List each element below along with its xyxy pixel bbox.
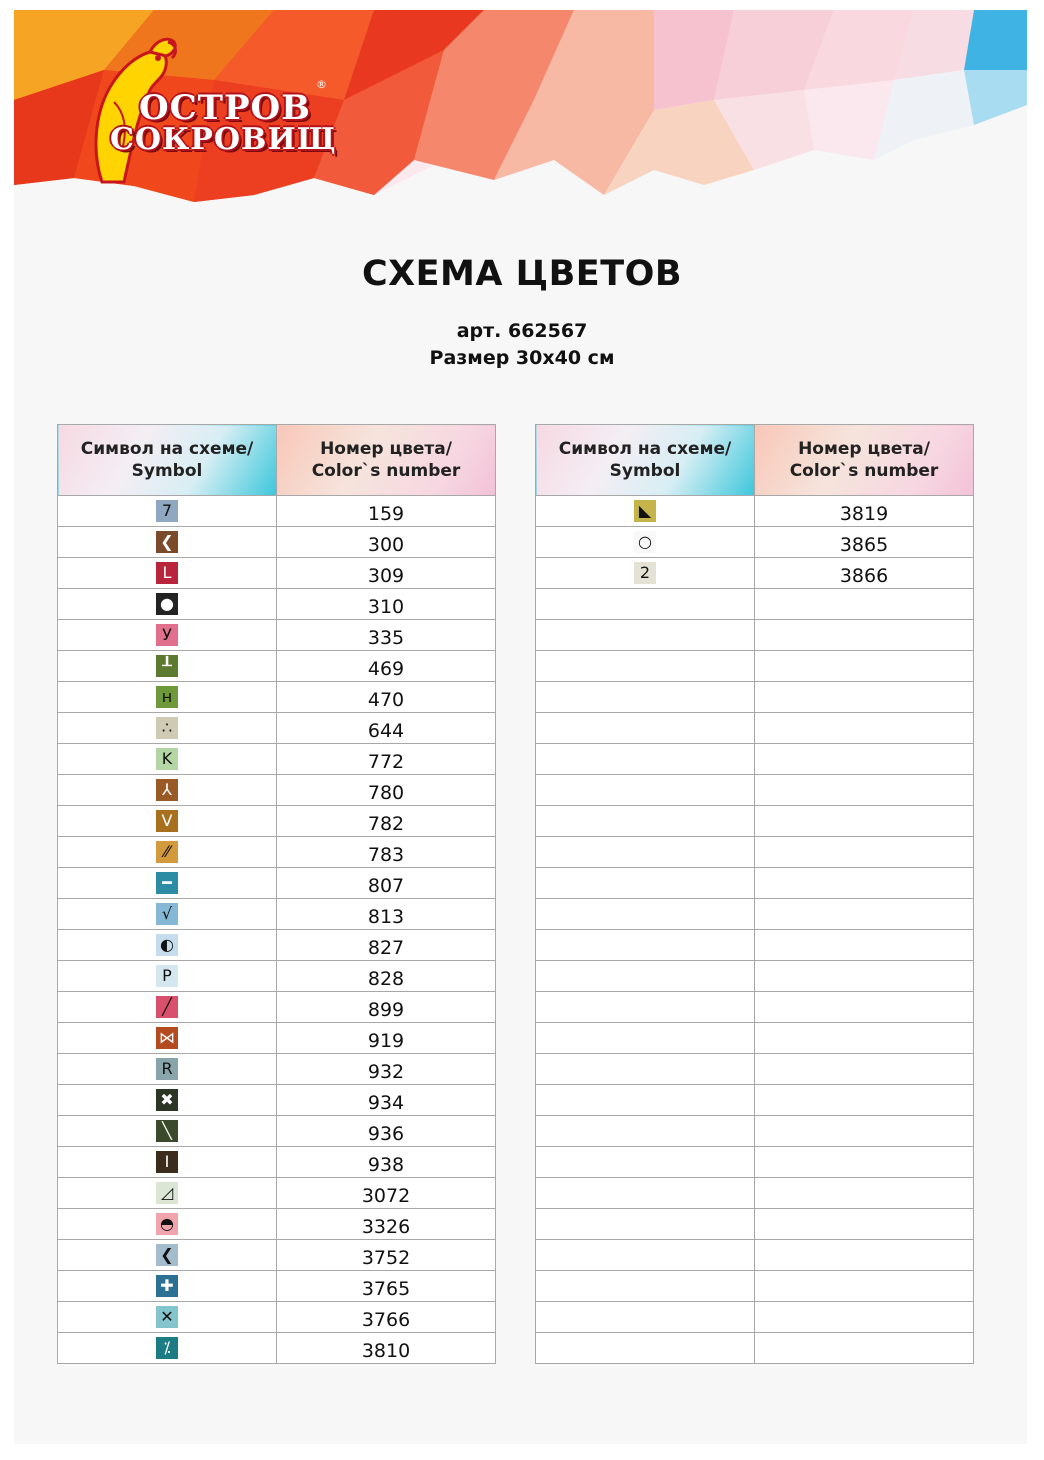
color-number-cell bbox=[277, 589, 496, 620]
color-number: 309 bbox=[367, 565, 405, 587]
color-number: 932 bbox=[367, 1061, 405, 1083]
color-number-column-header bbox=[755, 425, 974, 496]
empty-cell bbox=[755, 775, 974, 806]
empty-cell bbox=[755, 1085, 974, 1116]
table-row bbox=[58, 899, 496, 930]
color-number: 919 bbox=[367, 1030, 405, 1052]
symbol-cell bbox=[58, 930, 277, 961]
table-row bbox=[58, 1271, 496, 1302]
color-number: 899 bbox=[367, 999, 405, 1021]
registered-mark: ® bbox=[316, 78, 327, 91]
empty-cell bbox=[755, 899, 974, 930]
color-table-right bbox=[535, 424, 974, 1364]
empty-row bbox=[536, 1333, 974, 1364]
color-number: 934 bbox=[367, 1092, 405, 1114]
color-number: 310 bbox=[367, 596, 405, 618]
empty-row bbox=[536, 992, 974, 1023]
empty-cell bbox=[536, 1333, 755, 1364]
empty-cell bbox=[536, 992, 755, 1023]
empty-cell bbox=[755, 713, 974, 744]
color-number-cell bbox=[277, 1054, 496, 1085]
symbol-column-header bbox=[536, 425, 755, 496]
color-number: 644 bbox=[367, 720, 405, 742]
color-table-left bbox=[57, 424, 496, 1364]
symbol-cell bbox=[536, 496, 755, 527]
color-symbol-icon: √ bbox=[156, 903, 178, 925]
empty-cell bbox=[536, 651, 755, 682]
empty-row bbox=[536, 1147, 974, 1178]
color-number: 780 bbox=[367, 782, 405, 804]
empty-cell bbox=[536, 1054, 755, 1085]
color-symbol-icon: ◓ bbox=[156, 1213, 178, 1235]
empty-cell bbox=[536, 1178, 755, 1209]
color-symbol-icon: ❮ bbox=[156, 1244, 178, 1266]
color-number: 828 bbox=[367, 968, 405, 990]
symbol-cell bbox=[58, 1054, 277, 1085]
number-header-line1: Номер цвета/ bbox=[320, 439, 452, 459]
symbol-cell bbox=[58, 961, 277, 992]
symbol-cell bbox=[58, 775, 277, 806]
color-number-cell bbox=[277, 527, 496, 558]
color-number-cell bbox=[277, 837, 496, 868]
empty-row bbox=[536, 1023, 974, 1054]
color-number: 3326 bbox=[361, 1216, 411, 1238]
empty-cell bbox=[755, 1054, 974, 1085]
empty-row bbox=[536, 961, 974, 992]
color-number-cell bbox=[277, 930, 496, 961]
empty-cell bbox=[755, 961, 974, 992]
color-symbol-icon: V bbox=[156, 810, 178, 832]
color-number: 807 bbox=[367, 875, 405, 897]
symbol-cell bbox=[58, 1271, 277, 1302]
empty-row bbox=[536, 1302, 974, 1333]
symbol-cell bbox=[58, 1085, 277, 1116]
empty-cell bbox=[755, 1023, 974, 1054]
empty-cell bbox=[536, 806, 755, 837]
empty-row bbox=[536, 620, 974, 651]
number-header-line2: Color`s number bbox=[311, 461, 461, 481]
color-symbol-icon: ◿ bbox=[156, 1182, 178, 1204]
color-symbol-icon: н bbox=[156, 686, 178, 708]
number-header-line1: Номер цвета/ bbox=[798, 439, 930, 459]
empty-row bbox=[536, 868, 974, 899]
color-table-right-body bbox=[536, 496, 974, 1364]
symbol-cell bbox=[58, 1178, 277, 1209]
empty-row bbox=[536, 713, 974, 744]
color-number-cell bbox=[277, 1147, 496, 1178]
table-row bbox=[58, 1240, 496, 1271]
color-symbol-icon: ╲ bbox=[156, 1120, 178, 1142]
empty-row bbox=[536, 1271, 974, 1302]
empty-cell bbox=[536, 1271, 755, 1302]
symbol-header-line2: Symbol bbox=[609, 461, 681, 481]
empty-cell bbox=[536, 868, 755, 899]
empty-cell bbox=[755, 1116, 974, 1147]
color-number-cell bbox=[277, 868, 496, 899]
color-number: 469 bbox=[367, 658, 405, 680]
color-number-cell bbox=[277, 1271, 496, 1302]
symbol-cell bbox=[58, 1333, 277, 1364]
table-row bbox=[58, 806, 496, 837]
table-row bbox=[58, 1333, 496, 1364]
empty-cell bbox=[755, 1147, 974, 1178]
empty-cell bbox=[755, 651, 974, 682]
table-row bbox=[536, 496, 974, 527]
color-number: 3765 bbox=[361, 1278, 411, 1300]
symbol-cell bbox=[58, 713, 277, 744]
table-row bbox=[58, 558, 496, 589]
color-number-cell bbox=[277, 775, 496, 806]
empty-cell bbox=[536, 682, 755, 713]
table-row bbox=[58, 496, 496, 527]
color-symbol-icon: ◐ bbox=[156, 934, 178, 956]
color-number: 782 bbox=[367, 813, 405, 835]
symbol-cell bbox=[58, 899, 277, 930]
symbol-cell bbox=[58, 1116, 277, 1147]
empty-row bbox=[536, 651, 974, 682]
empty-cell bbox=[536, 899, 755, 930]
color-number-cell bbox=[277, 558, 496, 589]
table-row bbox=[58, 589, 496, 620]
empty-cell bbox=[536, 1209, 755, 1240]
empty-cell bbox=[755, 806, 974, 837]
table-row bbox=[536, 558, 974, 589]
color-number-cell bbox=[755, 558, 974, 589]
symbol-header-line1: Символ на схеме/ bbox=[558, 439, 732, 459]
color-number: 3865 bbox=[839, 534, 889, 556]
empty-cell bbox=[755, 744, 974, 775]
color-number: 783 bbox=[367, 844, 405, 866]
empty-cell bbox=[755, 1271, 974, 1302]
color-symbol-icon: У bbox=[156, 624, 178, 646]
symbol-cell bbox=[58, 651, 277, 682]
color-symbol-icon: ○ bbox=[634, 531, 656, 553]
table-row bbox=[58, 961, 496, 992]
color-number: 3866 bbox=[839, 565, 889, 587]
color-number: 3752 bbox=[361, 1247, 411, 1269]
brand-name-line2: СОКРОВИЩ bbox=[110, 122, 337, 157]
symbol-cell bbox=[58, 868, 277, 899]
color-number: 936 bbox=[367, 1123, 405, 1145]
color-symbol-icon: ◣ bbox=[634, 500, 656, 522]
empty-cell bbox=[536, 1085, 755, 1116]
color-symbol-icon: P bbox=[156, 965, 178, 987]
symbol-header-line2: Symbol bbox=[131, 461, 203, 481]
empty-row bbox=[536, 775, 974, 806]
symbol-cell bbox=[58, 620, 277, 651]
brand-name-line1: ОСТРОВ bbox=[139, 88, 311, 128]
color-number-cell bbox=[755, 527, 974, 558]
color-number-cell bbox=[277, 1085, 496, 1116]
empty-cell bbox=[536, 1147, 755, 1178]
color-symbol-icon: ✚ bbox=[156, 1275, 178, 1297]
color-symbol-icon: K bbox=[156, 748, 178, 770]
color-number-cell bbox=[277, 992, 496, 1023]
symbol-cell bbox=[58, 1209, 277, 1240]
empty-cell bbox=[755, 682, 974, 713]
empty-cell bbox=[755, 1240, 974, 1271]
empty-row bbox=[536, 1116, 974, 1147]
color-number-cell bbox=[277, 1116, 496, 1147]
empty-cell bbox=[755, 1209, 974, 1240]
table-row bbox=[58, 1085, 496, 1116]
color-number-cell bbox=[277, 651, 496, 682]
empty-cell bbox=[755, 930, 974, 961]
color-number: 827 bbox=[367, 937, 405, 959]
empty-cell bbox=[755, 837, 974, 868]
color-number-column-header bbox=[277, 425, 496, 496]
empty-cell bbox=[536, 589, 755, 620]
table-row bbox=[58, 682, 496, 713]
table-row bbox=[536, 527, 974, 558]
empty-row bbox=[536, 806, 974, 837]
empty-row bbox=[536, 1178, 974, 1209]
color-number-cell bbox=[277, 713, 496, 744]
empty-cell bbox=[536, 1023, 755, 1054]
color-symbol-icon: ⁄⁄ bbox=[156, 841, 178, 863]
color-number-cell bbox=[755, 496, 974, 527]
table-row bbox=[58, 992, 496, 1023]
color-number: 300 bbox=[367, 534, 405, 556]
color-number: 813 bbox=[367, 906, 405, 928]
empty-cell bbox=[755, 992, 974, 1023]
table-row bbox=[58, 744, 496, 775]
symbol-cell bbox=[58, 992, 277, 1023]
color-number: 3819 bbox=[839, 503, 889, 525]
table-row bbox=[58, 1147, 496, 1178]
table-row bbox=[58, 1054, 496, 1085]
symbol-cell bbox=[58, 1302, 277, 1333]
empty-cell bbox=[536, 775, 755, 806]
empty-cell bbox=[755, 1333, 974, 1364]
color-symbol-icon: ┸ bbox=[156, 655, 178, 677]
color-symbol-icon: ⁒ bbox=[156, 1337, 178, 1359]
symbol-cell bbox=[58, 806, 277, 837]
empty-cell bbox=[536, 837, 755, 868]
empty-cell bbox=[536, 620, 755, 651]
symbol-cell bbox=[58, 1147, 277, 1178]
color-number-cell bbox=[277, 961, 496, 992]
empty-row bbox=[536, 899, 974, 930]
color-symbol-icon: ╱ bbox=[156, 996, 178, 1018]
canvas-size: Размер 30х40 см bbox=[429, 347, 615, 369]
color-symbol-icon: ∴ bbox=[156, 717, 178, 739]
color-number-cell bbox=[277, 1023, 496, 1054]
color-symbol-icon: ● bbox=[156, 593, 178, 615]
empty-row bbox=[536, 837, 974, 868]
table-row bbox=[58, 1116, 496, 1147]
color-number: 3766 bbox=[361, 1309, 411, 1331]
color-symbol-icon: Ⅰ bbox=[156, 1151, 178, 1173]
table-row bbox=[58, 620, 496, 651]
color-symbol-icon: 7 bbox=[156, 500, 178, 522]
symbol-cell bbox=[58, 496, 277, 527]
color-number-cell bbox=[277, 806, 496, 837]
color-number: 335 bbox=[367, 627, 405, 649]
empty-row bbox=[536, 682, 974, 713]
symbol-column-header bbox=[58, 425, 277, 496]
empty-cell bbox=[755, 620, 974, 651]
color-number-cell bbox=[277, 682, 496, 713]
empty-row bbox=[536, 744, 974, 775]
empty-cell bbox=[755, 1302, 974, 1333]
color-symbol-icon: 2 bbox=[634, 562, 656, 584]
color-number: 938 bbox=[367, 1154, 405, 1176]
symbol-cell bbox=[58, 1240, 277, 1271]
color-number-cell bbox=[277, 1302, 496, 1333]
color-symbol-icon: R bbox=[156, 1058, 178, 1080]
empty-cell bbox=[536, 1302, 755, 1333]
article-number: арт. 662567 bbox=[456, 320, 588, 342]
empty-cell bbox=[536, 713, 755, 744]
table-row bbox=[58, 1178, 496, 1209]
symbol-cell bbox=[536, 558, 755, 589]
table-row bbox=[58, 868, 496, 899]
color-number-cell bbox=[277, 1333, 496, 1364]
color-symbol-icon: ━ bbox=[156, 872, 178, 894]
color-symbol-icon: ⅄ bbox=[156, 779, 178, 801]
table-row bbox=[58, 1302, 496, 1333]
empty-cell bbox=[536, 1240, 755, 1271]
color-symbol-icon: ✖ bbox=[156, 1089, 178, 1111]
color-number: 3810 bbox=[361, 1340, 411, 1362]
color-symbol-icon: ✕ bbox=[156, 1306, 178, 1328]
color-number-cell bbox=[277, 1178, 496, 1209]
color-number-cell bbox=[277, 744, 496, 775]
color-symbol-icon: L bbox=[156, 562, 178, 584]
color-number-cell bbox=[277, 1240, 496, 1271]
color-number: 470 bbox=[367, 689, 405, 711]
color-number-cell bbox=[277, 620, 496, 651]
symbol-header-line1: Символ на схеме/ bbox=[80, 439, 254, 459]
color-number-cell bbox=[277, 1209, 496, 1240]
color-symbol-icon: ⋈ bbox=[156, 1027, 178, 1049]
symbol-cell bbox=[58, 527, 277, 558]
table-row bbox=[58, 837, 496, 868]
symbol-cell bbox=[536, 527, 755, 558]
empty-row bbox=[536, 1085, 974, 1116]
color-number-cell bbox=[277, 899, 496, 930]
empty-row bbox=[536, 1209, 974, 1240]
empty-row bbox=[536, 1054, 974, 1085]
empty-row bbox=[536, 1240, 974, 1271]
empty-cell bbox=[755, 868, 974, 899]
color-number: 772 bbox=[367, 751, 405, 773]
symbol-cell bbox=[58, 558, 277, 589]
table-row bbox=[58, 651, 496, 682]
table-row bbox=[58, 1209, 496, 1240]
color-number: 3072 bbox=[361, 1185, 411, 1207]
table-row bbox=[58, 1023, 496, 1054]
color-number: 159 bbox=[367, 503, 405, 525]
empty-cell bbox=[536, 744, 755, 775]
page-title: СХЕМА ЦВЕТОВ bbox=[361, 254, 683, 294]
symbol-cell bbox=[58, 589, 277, 620]
symbol-cell bbox=[58, 682, 277, 713]
color-number-cell bbox=[277, 496, 496, 527]
symbol-cell bbox=[58, 1023, 277, 1054]
symbol-cell bbox=[58, 744, 277, 775]
empty-cell bbox=[536, 961, 755, 992]
empty-cell bbox=[536, 930, 755, 961]
table-row bbox=[58, 527, 496, 558]
color-symbol-icon: ❮ bbox=[156, 531, 178, 553]
empty-cell bbox=[755, 589, 974, 620]
symbol-cell bbox=[58, 837, 277, 868]
number-header-line2: Color`s number bbox=[789, 461, 939, 481]
empty-cell bbox=[755, 1178, 974, 1209]
table-row bbox=[58, 713, 496, 744]
table-row bbox=[58, 930, 496, 961]
color-table-left-body bbox=[58, 496, 496, 1364]
empty-row bbox=[536, 930, 974, 961]
table-row bbox=[58, 775, 496, 806]
empty-cell bbox=[536, 1116, 755, 1147]
empty-row bbox=[536, 589, 974, 620]
